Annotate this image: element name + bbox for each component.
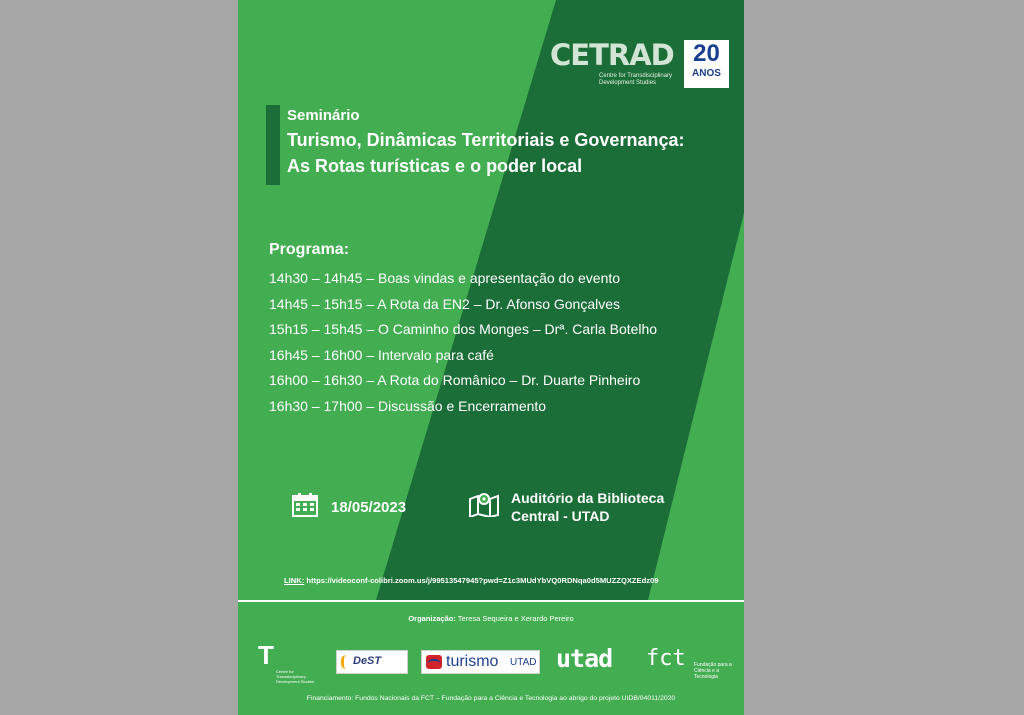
map-icon bbox=[468, 491, 500, 517]
event-place-line-1: Auditório da Biblioteca bbox=[511, 490, 665, 506]
event-place-line-2: Central - UTAD bbox=[511, 508, 610, 524]
cetrad-logo-subtitle: Centre for Transdisciplinary Development Studies bbox=[599, 73, 673, 86]
turismo-logo-suffix: UTAD bbox=[510, 657, 537, 668]
partner-logos bbox=[238, 640, 744, 684]
footer-divider bbox=[238, 600, 744, 602]
cetrad-logo-text: CETRAD bbox=[550, 38, 674, 72]
programa-item: 16h00 – 16h30 – A Rota do Românico – Dr. Duarte Pinheiro bbox=[269, 372, 641, 388]
organizacao-label: Organização: bbox=[408, 614, 456, 623]
organizacao bbox=[238, 614, 744, 623]
calendar-icon bbox=[292, 493, 318, 517]
tcm-logo-subtitle: Centre for Transdisciplinary Development Studies bbox=[276, 669, 315, 684]
seminar-title bbox=[287, 105, 727, 179]
fct-logo-subtitle: Fundação para a Ciência e a Tecnologia bbox=[694, 662, 732, 680]
turismo-utad-logo bbox=[421, 650, 540, 674]
programa-item: 15h15 – 15h45 – O Caminho dos Monges – Drª. Carla Botelho bbox=[269, 321, 658, 337]
utad-logo: utad bbox=[556, 644, 613, 673]
anniversary-number: 20 bbox=[693, 40, 720, 67]
organizacao-names: Teresa Sequeira e Xerardo Pereiro bbox=[457, 614, 574, 623]
poster bbox=[238, 0, 744, 715]
zoom-link[interactable] bbox=[284, 576, 724, 585]
title-line-2: As Rotas turísticas e o poder local bbox=[287, 156, 583, 176]
turismo-logo-text: turismo bbox=[446, 653, 499, 670]
dest-logo bbox=[336, 650, 408, 674]
event-date-text: 18/05/2023 bbox=[331, 499, 407, 516]
zoom-link-label: LINK: bbox=[284, 576, 305, 585]
programa-item: 14h30 – 14h45 – Boas vindas e apresentação do evento bbox=[269, 270, 621, 286]
anniversary-logo bbox=[684, 40, 729, 88]
title-kicker: Seminário bbox=[287, 107, 360, 124]
event-place-text bbox=[511, 489, 664, 525]
anniversary-word: ANOS bbox=[692, 68, 721, 79]
funding-note: Financiamento: Fundos Nacionais da FCT – Fundação para a Ciência e Tecnologia ao abrigo do projeto UIDB/04011/2020 bbox=[306, 695, 676, 702]
title-accent-bar bbox=[266, 105, 280, 185]
programa-item: 14h45 – 15h15 – A Rota da EN2 – Dr. Afonso Gonçalves bbox=[269, 295, 621, 312]
zoom-link-url[interactable]: https://videoconf-colibri.zoom.us/j/99513547945?pwd=Z1c3MUdYbVQ0RDNqa0d5MUZZQXZEdz09 bbox=[306, 576, 659, 585]
programa-section bbox=[269, 240, 709, 419]
dest-logo-icon bbox=[341, 655, 351, 669]
turismo-logo-icon bbox=[426, 655, 442, 669]
programa-item: 16h45 – 16h00 – Intervalo para café bbox=[269, 346, 494, 363]
fct-logo bbox=[646, 646, 738, 678]
cetrad-logo bbox=[550, 38, 674, 98]
dest-logo-text: DeST bbox=[353, 655, 382, 667]
tcm-logo bbox=[258, 640, 318, 684]
programa-heading: Programa: bbox=[269, 241, 350, 258]
title-line-1: Turismo, Dinâmicas Territoriais e Governança: bbox=[287, 130, 685, 150]
programa-item: 16h30 – 17h00 – Discussão e Encerramento bbox=[269, 397, 547, 414]
tcm-logo-mark: T bbox=[258, 640, 274, 670]
fct-logo-text: fct bbox=[646, 646, 686, 671]
